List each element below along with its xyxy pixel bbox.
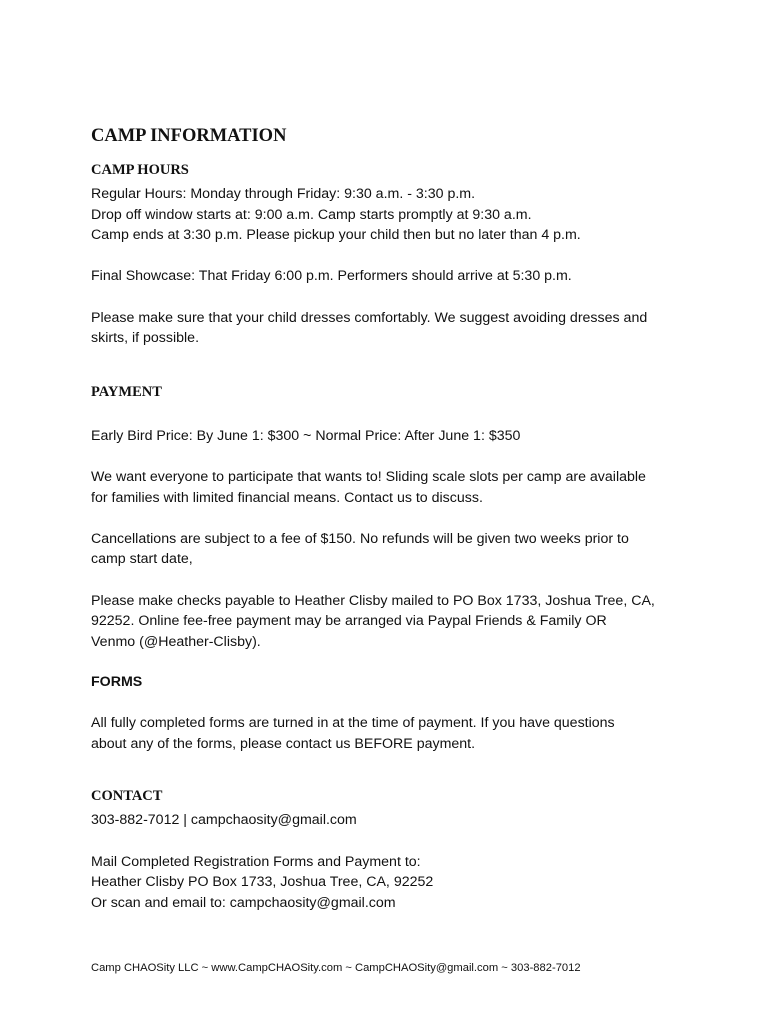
- payment-section: [91, 382, 691, 653]
- forms-paragraph: [91, 713, 691, 754]
- dress-line-1: Please make sure that your child dresses comfortably. We suggest avoiding dresses and: [91, 309, 648, 326]
- dress-paragraph: [91, 308, 691, 349]
- cancellation-line-1: Cancellations are subject to a fee of $150. No refunds will be given two weeks prior to: [91, 530, 629, 547]
- contact-paragraph: [91, 810, 691, 831]
- page-footer: Camp CHAOSity LLC ~ www.CampCHAOSity.com ~ CampCHAOSity@gmail.com ~ 303-882-7012: [91, 962, 581, 974]
- camp-hours-section: [91, 160, 691, 349]
- checks-line-3: Venmo (@Heather-Clisby).: [91, 633, 261, 650]
- contact-section: [91, 786, 691, 913]
- camp-ends-line: Camp ends at 3:30 p.m. Please pickup your child then but no later than 4 p.m.: [91, 227, 581, 244]
- price-line: Early Bird Price: By June 1: $300 ~ Normal Price: After June 1: $350: [91, 427, 521, 444]
- sliding-line-1: We want everyone to participate that wants to! Sliding scale slots per camp are available: [91, 468, 646, 485]
- showcase-line: Final Showcase: That Friday 6:00 p.m. Performers should arrive at 5:30 p.m.: [91, 268, 572, 285]
- payment-heading: PAYMENT: [91, 383, 162, 400]
- price-paragraph: [91, 426, 691, 447]
- sliding-line-2: for families with limited financial means. Contact us to discuss.: [91, 489, 483, 506]
- mail-line-1: Mail Completed Registration Forms and Payment to:: [91, 853, 421, 870]
- sliding-scale-paragraph: [91, 467, 691, 508]
- contact-heading: CONTACT: [91, 788, 163, 805]
- regular-hours-line: Regular Hours: Monday through Friday: 9:30 a.m. - 3:30 p.m.: [91, 186, 476, 202]
- camp-hours-paragraph: [91, 184, 691, 246]
- dress-line-2: skirts, if possible.: [91, 330, 200, 347]
- checks-line-1: Please make checks payable to Heather Clisby mailed to PO Box 1733, Joshua Tree, CA,: [91, 592, 655, 609]
- phone-email-line: 303-882-7012 | campchaosity@gmail.com: [91, 812, 357, 829]
- showcase-paragraph: [91, 266, 691, 287]
- checks-paragraph: [91, 591, 691, 653]
- forms-line-1: All fully completed forms are turned in at the time of payment. If you have questions: [91, 715, 615, 732]
- cancellation-paragraph: [91, 529, 691, 570]
- document-body: [91, 124, 691, 913]
- cancellation-line-2: camp start date,: [91, 551, 193, 568]
- checks-line-2: 92252. Online fee-free payment may be arranged via Paypal Friends & Family OR: [91, 613, 607, 630]
- mail-paragraph: [91, 852, 691, 914]
- forms-line-2: about any of the forms, please contact us BEFORE payment.: [91, 735, 476, 752]
- camp-hours-heading: CAMP HOURS: [91, 162, 189, 178]
- forms-section: [91, 672, 691, 754]
- drop-off-line: Drop off window starts at: 9:00 a.m. Camp starts promptly at 9:30 a.m.: [91, 206, 532, 223]
- forms-heading: FORMS: [91, 674, 143, 691]
- mail-line-2: Heather Clisby PO Box 1733, Joshua Tree, CA, 92252: [91, 874, 434, 891]
- mail-line-3: Or scan and email to: campchaosity@gmail.com: [91, 894, 396, 911]
- page-title: CAMP INFORMATION: [91, 126, 287, 146]
